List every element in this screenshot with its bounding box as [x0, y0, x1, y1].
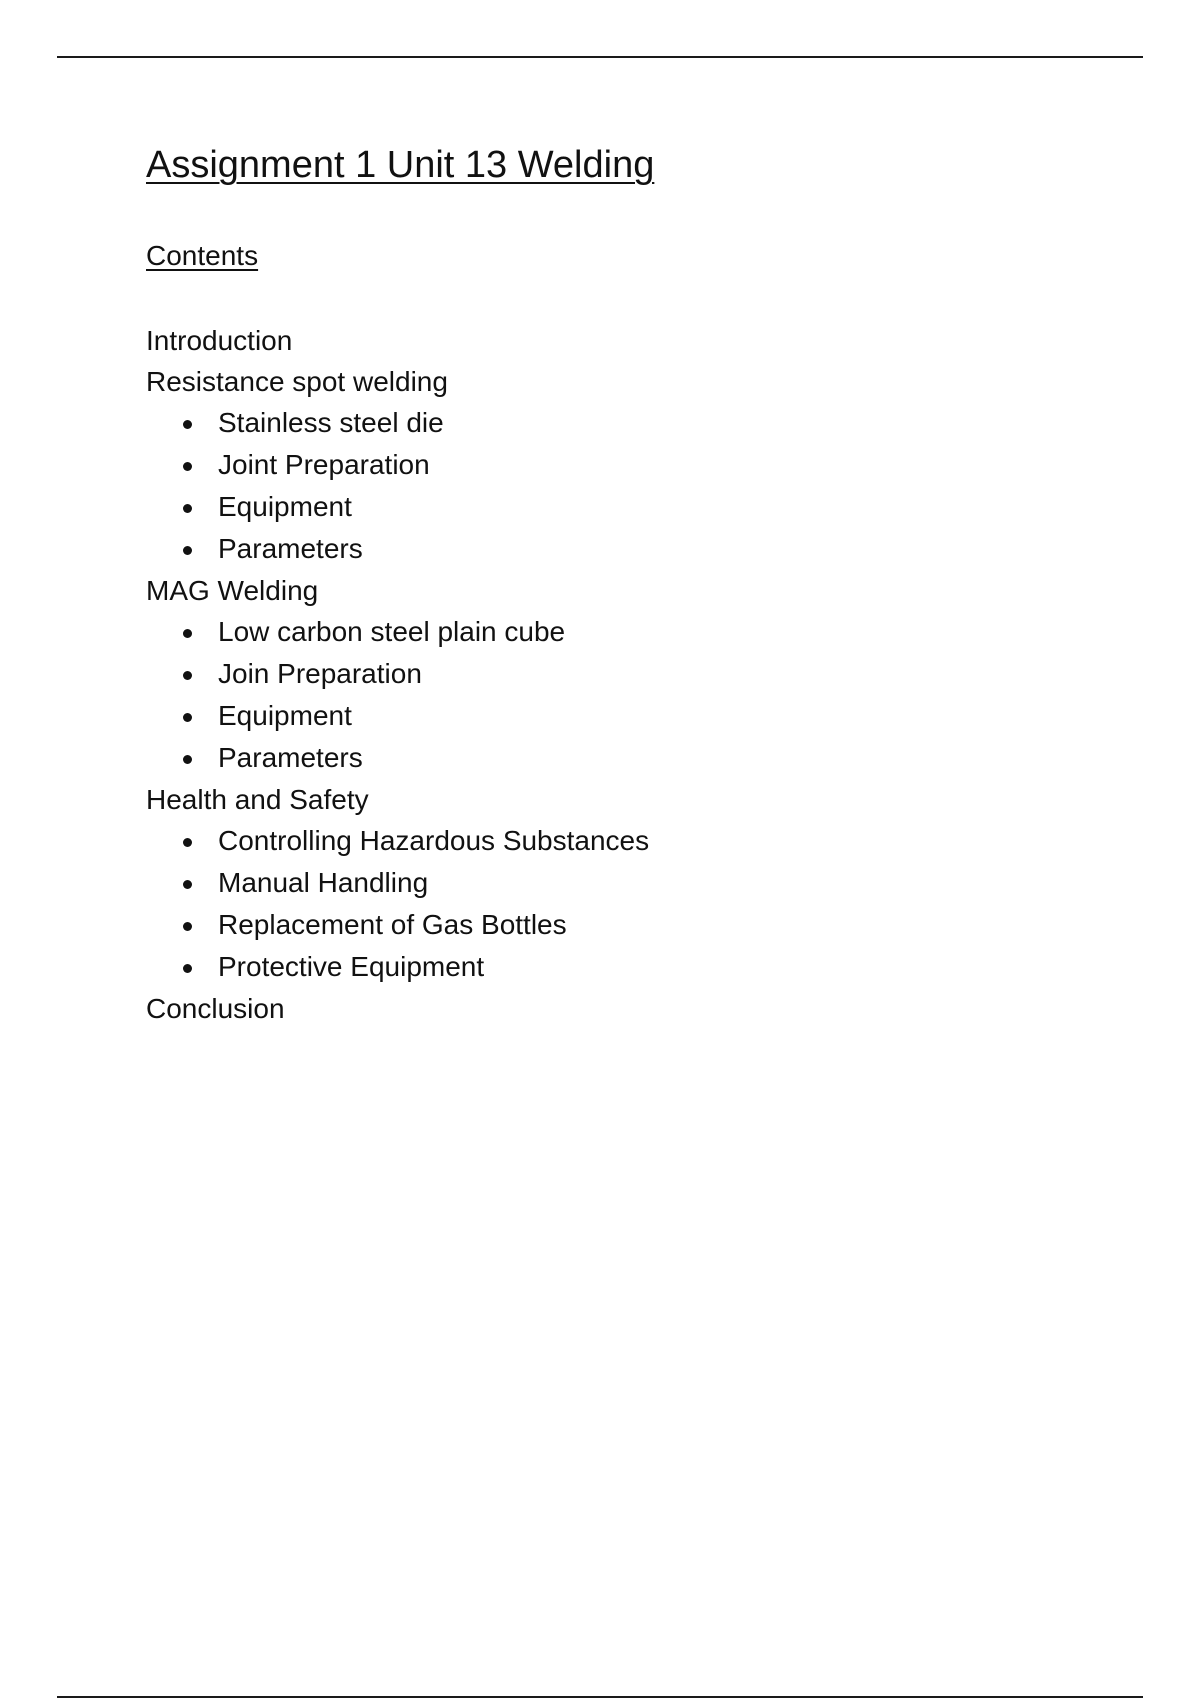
toc-item [218, 862, 649, 904]
toc-item-label: Low carbon steel plain cube [218, 616, 566, 647]
toc-sublist [146, 402, 649, 570]
bullet-icon [183, 546, 192, 555]
document-title: Assignment 1 Unit 13 Welding [146, 144, 655, 186]
toc-item [218, 402, 649, 444]
bullet-icon [183, 755, 192, 764]
toc-item [218, 611, 649, 653]
toc-item [218, 695, 649, 737]
toc-item-label: Manual Handling [218, 867, 429, 898]
toc-item [218, 444, 649, 486]
bullet-icon [183, 462, 192, 471]
toc-item [218, 737, 649, 779]
toc-item [218, 946, 649, 988]
toc-item-label: Controlling Hazardous Substances [218, 825, 650, 856]
toc-item-label: Equipment [218, 491, 352, 522]
toc-section-label: Health and Safety [146, 784, 369, 815]
toc-section-label: Introduction [146, 325, 293, 356]
bullet-icon [183, 838, 192, 847]
bullet-icon [183, 922, 192, 931]
bullet-icon [183, 504, 192, 513]
footer-rule [57, 1696, 1143, 1698]
toc-section-label: MAG Welding [146, 575, 319, 606]
bullet-icon [183, 713, 192, 722]
toc-item [218, 653, 649, 695]
toc-item-label: Join Preparation [218, 658, 422, 689]
toc-section-mag-welding [146, 570, 649, 779]
bullet-icon [183, 964, 192, 973]
bullet-icon [183, 629, 192, 638]
toc-item [218, 904, 649, 946]
bullet-icon [183, 671, 192, 680]
header-rule [57, 56, 1143, 58]
toc-item [218, 486, 649, 528]
toc-sublist [146, 611, 649, 779]
toc-sublist [146, 820, 649, 988]
toc-item-label: Stainless steel die [218, 407, 444, 438]
toc-section-label: Conclusion [146, 993, 285, 1024]
toc-section-label: Resistance spot welding [146, 366, 448, 397]
toc-item-label: Protective Equipment [218, 951, 485, 982]
toc-item-label: Parameters [218, 533, 363, 564]
toc-section-resistance-spot-welding [146, 361, 649, 570]
toc-item-label: Equipment [218, 700, 352, 731]
toc-section-introduction [146, 320, 649, 361]
toc-item-label: Replacement of Gas Bottles [218, 909, 567, 940]
bullet-icon [183, 880, 192, 889]
toc-item-label: Parameters [218, 742, 363, 773]
bullet-icon [183, 420, 192, 429]
toc-item [218, 820, 649, 862]
toc-item-label: Joint Preparation [218, 449, 430, 480]
toc-item [218, 528, 649, 570]
toc-section-conclusion [146, 988, 649, 1029]
toc-section-health-and-safety [146, 779, 649, 988]
table-of-contents [146, 320, 649, 1029]
contents-heading: Contents [146, 240, 259, 271]
